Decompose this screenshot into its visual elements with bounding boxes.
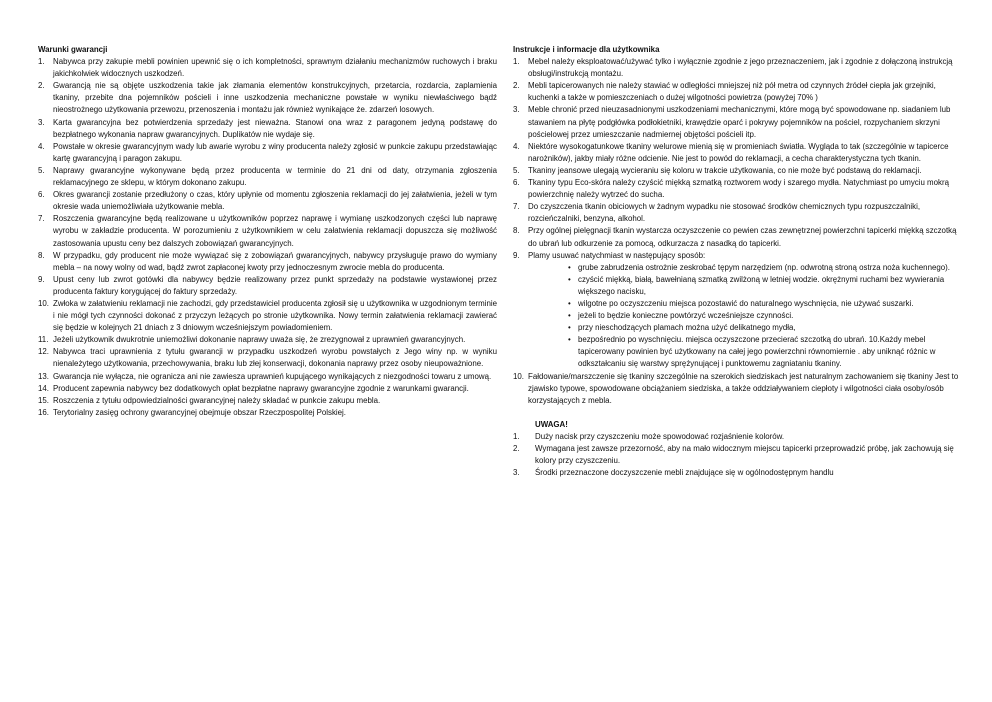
item-text: Tkaniny typu Eco-skóra należy czyścić miękką szmatką roztworem wody i szarego mydła. Natychmiast po umyciu mokrą powierzchnię należy wytrzeć do sucha. (528, 178, 949, 200)
stain-removal-bullets (528, 262, 961, 371)
item-text: Terytorialny zasięg ochrony gwarancyjnej obejmuje obszar Rzeczpospolitej Polskiej. (53, 407, 346, 417)
list-item (38, 383, 497, 395)
item-number: 5. (513, 165, 520, 175)
item-number: 6. (513, 178, 520, 188)
item-text: Tkaniny jeansowe ulegają wycieraniu się koloru w trakcie użytkowania, co nie może być podstawą do reklamacji. (528, 165, 922, 175)
warranty-heading: Warunki gwarancji (38, 45, 108, 54)
list-item (38, 250, 497, 274)
item-text: Naprawy gwarancyjne wykonywane będą przez producenta w terminie do 21 dni od daty, otrzymania zgłoszenia reklamacyjnego ze sklepu, w którym dokonano zakupu. (53, 165, 497, 188)
bullet-item: • grube zabrudzenia ostrożnie zeskrobać tępym narzędziem (np. odwrotną stroną ostrza noża kuchennego). (564, 262, 961, 274)
item-text: Zwłoka w załatwieniu reklamacji nie zachodzi, gdy przedstawiciel producenta zgłosił się u użytkownika w uzgodnionym terminie i nie mógł tych czynności dokonać z przyczyn leżących po stronie użytkownika. Nowy termin załatwienia reklamacji zawierać się będzie w kolejnych 21 dniach z 3 dniowym wcześniejszym powiadomieniem. (53, 298, 497, 333)
list-item (513, 56, 961, 80)
item-text: Duży nacisk przy czyszczeniu może spowodować rozjaśnienie kolorów. (535, 431, 785, 441)
item-text: Karta gwarancyjna bez potwierdzenia sprzedaży jest nieważna. Stanowi ona wraz z paragonem jedyną podstawę do bezpłatnego wykonania napraw gwarancyjnych. Duplikatów nie wydaje się. (53, 117, 497, 139)
item-text: Meble chronić przed nieuzasadnionymi uszkodzeniami mechanicznymi, które mogą być spowodowane np. siadaniem lub stawaniem na płytę podgłówka podłokietniki, krawędzie oparć i pokrywy pojemników na pościel, rozpychaniem skrzyni pościelowej przez umieszczanie nadmiernej objętości pościeli itp. (528, 105, 951, 139)
bullet-item: • jeżeli to będzie konieczne powtórzyć wcześniejsze czynności. (564, 310, 961, 322)
item-number: 10. (38, 298, 49, 308)
instructions-heading: Instrukcje i informacje dla użytkownika (513, 45, 660, 54)
bullet-item: • przy nieschodzących plamach można użyć delikatnego mydła, (564, 322, 961, 334)
list-item (513, 467, 961, 479)
item-text: Nabywca traci uprawnienia z tytułu gwarancji w przypadku uszkodzeń wyrobu powstałych z Jego winy np. w wyniku nienależytego użytkowania, przechowywania, braku lub złej konserwacji, dokonania naprawy przez osoby nieupoważnione. (53, 347, 497, 369)
item-text: Mebli tapicerowanych nie należy stawiać w odległości mniejszej niż pół metra od czynnych źródeł ciepła jak grzejniki, kuchenki a także w pomieszczeniach o dużej wilgotności powietrza (powyżej 70% ) (528, 81, 936, 103)
item-number: 3. (513, 468, 520, 478)
list-item (513, 443, 961, 467)
item-text: Jeżeli użytkownik dwukrotnie uniemożliwi dokonanie naprawy uważa się, że zrezygnował z uprawnień gwarancyjnych. (53, 335, 466, 345)
instructions-column (513, 44, 961, 479)
item-number: 12. (38, 347, 49, 357)
list-item (38, 395, 497, 407)
list-item (38, 80, 497, 116)
bullet-item: • czyścić miękką, białą, bawełnianą szmatką zwilżoną w letniej wodzie. okrężnymi ruchami bez wywierania większego nacisku, (564, 274, 961, 298)
list-item (38, 346, 497, 370)
list-item (513, 431, 961, 443)
item-text: Roszczenia z tytułu odpowiedzialności gwarancyjnej należy składać w punkcie zakupu mebla. (53, 395, 381, 405)
item-number: 3. (38, 117, 45, 127)
item-text: Gwarancją nie są objęte uszkodzenia takie jak złamania elementów konstrukcyjnych, przetarcia, rozdarcia, zaplamienia tkaniny, przebite dna pojemników pościeli i inne uszkodzenia mechaniczne powstałe w wyniku niewłaściwego bądź nieostrożnego użytkowania przewozu, przenoszenia i montażu jak również wynikające że. zdarzeń losowych. (53, 81, 497, 115)
item-number: 7. (513, 202, 520, 212)
item-text: Przy ogólnej pielęgnacji tkanin wystarcza oczyszczenie co pewien czas zewnętrznej powierzchni tapicerki miękką szczotką do ubrań lub odkurzenie za pomocą, odkurzacza z nasadką do tapicerki. (528, 226, 957, 248)
item-text: Wymagana jest zawsze przezorność, aby na mało widocznym miejscu tapicerki przeprowadzić próbę, jak zachowują się kolory przy czyszczeniu. (535, 444, 954, 466)
item-number: 5. (38, 165, 45, 175)
item-number: 4. (38, 141, 45, 151)
item-number: 1. (38, 57, 45, 67)
list-item (513, 201, 961, 225)
item-text: Producent zapewnia nabywcy bez dodatkowych opłat bezpłatne naprawy gwarancyjne zgodnie z warunkami gwarancji. (53, 383, 469, 393)
item-number: 9. (513, 250, 520, 260)
list-item (38, 298, 497, 334)
bullet-item: • wilgotne po oczyszczeniu miejsca pozostawić do naturalnego wyschnięcia, nie używać suszarki. (564, 298, 961, 310)
item-number: 10. (513, 371, 524, 381)
item-number: 1. (513, 57, 520, 67)
list-item (513, 80, 961, 104)
warranty-list (38, 56, 497, 419)
list-item (38, 213, 497, 249)
list-item (38, 141, 497, 165)
item-number: 1. (513, 431, 520, 441)
item-number: 2. (513, 81, 520, 91)
item-text: Niektóre wysokogatunkowe tkaniny welurowe mienią się w promieniach światła. Wygląda to tak (szczególnie w tapicerce narożników), jakby miały różne odcienie. Nie jest to powód do reklamacji, a cecha charakterystyczna tych tkanin. (528, 141, 949, 163)
item-text: Nabywca przy zakupie mebli powinien upewnić się o ich kompletności, sprawnym działaniu mechanizmów ruchowych i braku jakichkolwiek widocznych uszkodzeń. (53, 57, 497, 79)
list-item (38, 274, 497, 298)
item-number: 4. (513, 141, 520, 151)
item-number: 13. (38, 371, 49, 381)
item-number: 9. (38, 274, 45, 284)
item-text: Fałdowanie/marszczenie się tkaniny szczególnie na szerokich siedziskach jest naturalnym zachowaniem się tkaniny Jest to zjawisko typowe, spowodowane obciążaniem siedziska, a także oddziaływaniem ciepłoty i wilgotności ciała osoby/osób korzystających z mebla. (528, 371, 959, 405)
item-text: Gwarancja nie wyłącza, nie ogranicza ani nie zawiesza uprawnień kupującego wynikających z niezgodności towaru z umową. (53, 371, 492, 381)
list-item (38, 371, 497, 383)
list-item (38, 189, 497, 213)
item-number: 11. (38, 335, 49, 345)
list-item (38, 407, 497, 419)
list-item (38, 165, 497, 189)
list-item (513, 371, 961, 407)
list-item (513, 177, 961, 201)
list-item (513, 225, 961, 249)
item-text: Plamy usuwać natychmiast w następujący sposób: (528, 250, 706, 260)
item-text: Mebel należy eksploatować/używać tylko i wyłącznie zgodnie z jego przeznaczeniem, jak i zgodnie z dołączoną instrukcją obsługi/instrukcją montażu. (528, 57, 953, 79)
item-text: Do czyszczenia tkanin obiciowych w żadnym wypadku nie stosować środków chemicznych typu rozpuszczalniki, rozcieńczalniki, benzyna, alkohol. (528, 202, 921, 224)
warning-title: UWAGA! (535, 419, 568, 429)
item-number: 8. (38, 250, 45, 260)
warning-list (513, 431, 961, 479)
item-text: W przypadku, gdy producent nie może wywiązać się z zobowiązań gwarancyjnych, nabywcy przysługuje prawo do wymiany mebla – na nowy wolny od wad, bądź zwrot zapłaconej kwoty przy jednoczesnym zwrocie mebla do producenta. (53, 250, 497, 272)
list-item (513, 250, 961, 371)
item-number: 8. (513, 226, 520, 236)
item-number: 16. (38, 407, 49, 417)
item-text: Powstałe w okresie gwarancyjnym wady lub awarie wyrobu z winy producenta należy zgłosić w punkcie zakupu przedstawiając kartę gwarancyjną i paragon zakupu. (53, 141, 497, 163)
bullet-item: • bezpośrednio po wyschnięciu. miejsca oczyszczone przecierać szczotką do ubrań. 10.Każdy mebel tapicerowany powinien być użytkowany na całej jego powierzchni równomiernie . aby uniknąć różnic w odkształcaniu się warstwy sprężynującej i punktowemu zagniataniu tkaniny. (564, 334, 961, 370)
item-number: 2. (38, 81, 45, 91)
item-number: 14. (38, 383, 49, 393)
list-item (38, 334, 497, 346)
list-item (513, 165, 961, 177)
item-number: 3. (513, 105, 520, 115)
list-item (513, 141, 961, 165)
item-number: 2. (513, 444, 520, 453)
list-item (513, 104, 961, 140)
list-item (38, 56, 497, 80)
item-text: Okres gwarancji zostanie przedłużony o czas, który upłynie od momentu zgłoszenia reklamacji do jej załatwienia, jeżeli w tym okresie wada uniemożliwiała użytkowanie mebla. (53, 190, 497, 212)
item-number: 6. (38, 190, 45, 200)
instructions-list (513, 56, 961, 407)
item-number: 7. (38, 214, 45, 224)
list-item (38, 117, 497, 141)
warranty-column (38, 44, 497, 419)
item-text: Upust ceny lub zwrot gotówki dla nabywcy będzie realizowany przez punkt sprzedaży na podstawie wystawionej przez producenta faktury korygującej do faktury sprzedaży. (53, 274, 497, 296)
item-text: Roszczenia gwarancyjne będą realizowane u użytkowników poprzez naprawę i wymianę uszkodzonych części lub naprawę wyrobu w zakładzie producenta. W porozumieniu z użytkownikiem w celu załatwienia reklamacji dopuszcza się możliwość zastosowania upustu ceny bez dalszych zobowiązań gwarancyjnych. (53, 214, 497, 248)
item-number: 15. (38, 395, 49, 405)
item-text: Środki przeznaczone doczyszczenie mebli znajdujące się w ogólnodostępnym handlu (535, 468, 834, 478)
